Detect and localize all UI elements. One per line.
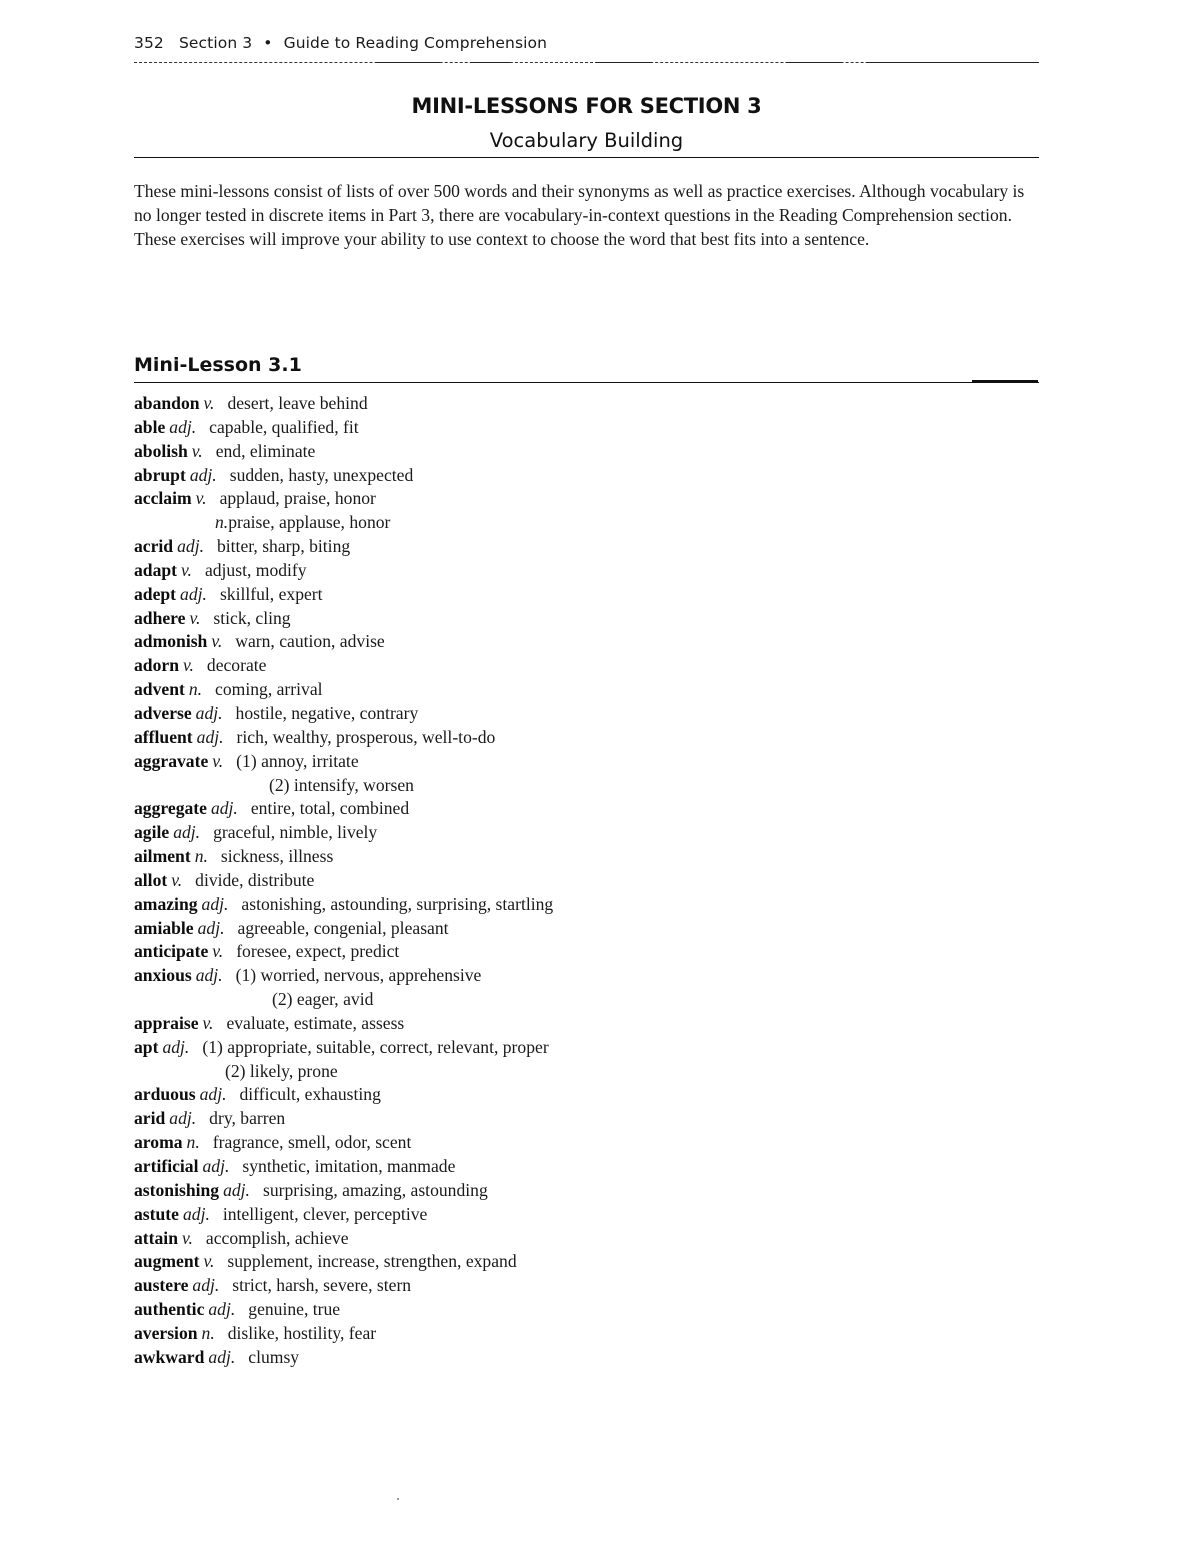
vocab-entry — [134, 797, 553, 821]
entry-word: attain — [134, 1227, 178, 1248]
entry-word: anxious — [134, 965, 192, 986]
entry-definition: divide, distribute — [195, 869, 315, 890]
vocab-entry — [134, 750, 553, 774]
entry-part-of-speech: adj. — [223, 1179, 250, 1200]
entry-definition: (1) annoy, irritate — [236, 750, 359, 771]
entry-part-of-speech: adj. — [177, 536, 204, 557]
entry-part-of-speech: n. — [215, 512, 229, 533]
entry-part-of-speech: v. — [202, 1012, 214, 1033]
entry-part-of-speech: adj. — [208, 1346, 236, 1367]
entry-word: agile — [134, 822, 170, 843]
entry-part-of-speech: adj. — [182, 1203, 210, 1224]
entry-part-of-speech: v. — [171, 869, 183, 890]
entry-part-of-speech: adj. — [162, 1036, 190, 1057]
vocab-entry — [134, 702, 553, 726]
vocab-entry — [134, 464, 553, 488]
entry-definition: dislike, hostility, fear — [227, 1322, 377, 1343]
entry-definition: supplement, increase, strengthen, expand — [227, 1251, 517, 1272]
entry-part-of-speech: adj. — [199, 1084, 227, 1105]
entry-part-of-speech: v. — [182, 655, 194, 676]
vocab-entry — [134, 559, 553, 583]
vocab-entry — [134, 1155, 553, 1179]
vocab-entry — [134, 1036, 553, 1060]
vocab-entry — [134, 416, 553, 440]
entry-definition: astonishing, astounding, surprising, startling — [241, 893, 554, 914]
entry-word: adept — [134, 583, 177, 604]
entry-part-of-speech: v. — [189, 607, 201, 628]
vocab-entry — [134, 940, 553, 964]
vocab-entry — [134, 583, 553, 607]
entry-word: astute — [134, 1203, 179, 1224]
entry-definition: evaluate, estimate, assess — [226, 1012, 405, 1033]
entry-word: ailment — [134, 846, 191, 867]
entry-word: acclaim — [134, 488, 192, 509]
entry-word: adapt — [134, 559, 178, 580]
entry-definition: warn, caution, advise — [235, 631, 385, 652]
entry-definition: clumsy — [248, 1346, 300, 1367]
entry-definition: end, eliminate — [215, 440, 316, 461]
entry-part-of-speech: n. — [194, 846, 208, 867]
entry-part-of-speech: adj. — [169, 1108, 197, 1129]
guide-label: Guide to Reading Comprehension — [283, 34, 548, 52]
entry-part-of-speech: adj. — [180, 583, 207, 604]
entry-word: awkward — [134, 1346, 205, 1367]
page-speck — [397, 1498, 399, 1500]
entry-definition: applaud, praise, honor — [219, 488, 376, 509]
entry-definition: desert, leave behind — [227, 393, 368, 413]
entry-definition: skillful, expert — [219, 583, 323, 604]
vocab-entry — [134, 1179, 553, 1203]
vocabulary-list — [134, 392, 553, 1370]
header-rule-segment — [470, 62, 510, 63]
entry-part-of-speech: v. — [203, 1251, 215, 1272]
entry-definition: (2) eager, avid — [272, 989, 374, 1010]
entry-definition: sudden, hasty, unexpected — [229, 464, 414, 485]
vocab-entry — [134, 440, 553, 464]
entry-word: aroma — [134, 1132, 183, 1153]
entry-part-of-speech: v. — [211, 631, 223, 652]
entry-definition: entire, total, combined — [250, 798, 410, 819]
entry-part-of-speech: n. — [188, 679, 203, 700]
entry-definition: decorate — [206, 655, 267, 676]
vocab-entry — [134, 511, 553, 535]
vocab-entry — [134, 988, 553, 1012]
entry-word: authentic — [134, 1299, 205, 1320]
entry-word: augment — [134, 1251, 200, 1272]
entry-word: adhere — [134, 607, 186, 628]
vocab-entry — [134, 630, 553, 654]
vocab-entry — [134, 1274, 553, 1298]
entry-word: allot — [134, 869, 168, 890]
entry-word: adorn — [134, 655, 179, 676]
entry-definition: stick, cling — [213, 607, 291, 628]
entry-part-of-speech: v. — [181, 1227, 193, 1248]
vocab-entry — [134, 1227, 553, 1251]
vocab-entry — [134, 392, 553, 416]
entry-word: aggravate — [134, 750, 209, 771]
title-rule — [134, 157, 1039, 158]
entry-word: abrupt — [134, 464, 186, 485]
entry-word: aversion — [134, 1322, 198, 1343]
entry-definition: genuine, true — [248, 1299, 341, 1320]
entry-part-of-speech: v. — [195, 488, 207, 509]
header-rule-segment — [866, 62, 1038, 63]
page-number: 352 — [134, 34, 164, 52]
entry-word: aggregate — [134, 798, 207, 819]
vocab-entry — [134, 487, 553, 511]
vocab-entry — [134, 964, 553, 988]
entry-word: abandon — [134, 393, 200, 413]
lesson-rule — [134, 382, 1039, 383]
entry-definition: graceful, nimble, lively — [213, 822, 378, 843]
vocab-entry — [134, 1060, 553, 1084]
entry-word: abolish — [134, 440, 188, 461]
vocab-entry — [134, 917, 553, 941]
page-title: MINI-LESSONS FOR SECTION 3 — [411, 94, 762, 118]
vocab-entry — [134, 1083, 553, 1107]
entry-word: admonish — [134, 631, 208, 652]
entry-part-of-speech: v. — [191, 440, 203, 461]
entry-part-of-speech: adj. — [189, 464, 217, 485]
vocab-entry — [134, 607, 553, 631]
entry-word: artificial — [134, 1156, 199, 1176]
entry-definition: bitter, sharp, biting — [216, 536, 351, 557]
entry-part-of-speech: adj. — [173, 822, 201, 843]
entry-part-of-speech: adj. — [201, 893, 229, 914]
entry-word: advent — [134, 679, 185, 700]
vocab-entry — [134, 1298, 553, 1322]
vocab-entry — [134, 821, 553, 845]
vocab-entry — [134, 1012, 553, 1036]
section-label: Section 3 — [178, 34, 253, 52]
vocab-entry — [134, 774, 553, 798]
entry-part-of-speech: adj. — [208, 1299, 236, 1320]
bullet-separator: • — [263, 34, 273, 52]
vocab-entry — [134, 869, 553, 893]
entry-word: acrid — [134, 536, 174, 557]
entry-definition: (2) intensify, worsen — [269, 774, 414, 795]
vocab-entry — [134, 678, 553, 702]
entry-word: anticipate — [134, 941, 209, 962]
vocab-entry — [134, 535, 553, 559]
vocab-entry — [134, 1322, 553, 1346]
vocab-entry — [134, 893, 553, 917]
vocab-entry — [134, 654, 553, 678]
entry-definition: coming, arrival — [215, 679, 323, 700]
entry-word: amiable — [134, 917, 194, 938]
entry-definition: sickness, illness — [220, 846, 334, 867]
entry-definition: rich, wealthy, prosperous, well-to-do — [236, 726, 496, 747]
entry-part-of-speech: adj. — [192, 1275, 220, 1296]
entry-part-of-speech: adj. — [196, 726, 224, 747]
entry-word: arid — [134, 1108, 166, 1129]
entry-definition: dry, barren — [209, 1108, 286, 1129]
vocab-entry — [134, 726, 553, 750]
entry-definition: accomplish, achieve — [205, 1227, 349, 1248]
vocab-entry — [134, 1250, 553, 1274]
vocab-entry — [134, 1131, 553, 1155]
entry-part-of-speech: n. — [201, 1322, 215, 1343]
entry-definition: (1) appropriate, suitable, correct, relevant, proper — [202, 1036, 549, 1057]
entry-part-of-speech: v. — [181, 559, 192, 580]
page-subtitle: Vocabulary Building — [489, 129, 684, 152]
entry-part-of-speech: n. — [186, 1132, 200, 1153]
lesson-rule-accent — [972, 380, 1038, 382]
intro-paragraph — [134, 179, 1044, 252]
entry-word: adverse — [134, 702, 192, 723]
entry-word: astonishing — [134, 1179, 220, 1200]
entry-part-of-speech: v. — [203, 393, 215, 413]
entry-definition: adjust, modify — [204, 559, 307, 580]
entry-part-of-speech: adj. — [195, 702, 223, 723]
entry-definition: difficult, exhausting — [239, 1084, 381, 1105]
entry-definition: strict, harsh, severe, stern — [232, 1275, 412, 1296]
vocab-entry — [134, 1107, 553, 1131]
entry-definition: hostile, negative, contrary — [235, 702, 419, 723]
lesson-heading: Mini-Lesson 3.1 — [134, 354, 302, 376]
entry-word: arduous — [134, 1084, 196, 1105]
entry-definition: fragrance, smell, odor, scent — [212, 1132, 412, 1153]
entry-part-of-speech: adj. — [197, 917, 225, 938]
entry-word: able — [134, 416, 166, 437]
entry-definition: (2) likely, prone — [225, 1060, 338, 1081]
entry-part-of-speech: v. — [212, 750, 224, 771]
intro-text: These mini-lessons consist of lists of over 500 words and their synonyms as well as practice exercises. Although vocabulary is no longer tested in discrete items in Part 3, there are vocabulary-in-context questions in the Reading Comprehension section. These exercises will improve your ability to use context to choose the word that best fits into a sentence. — [134, 181, 1025, 250]
entry-definition: surprising, amazing, astounding — [262, 1179, 488, 1200]
entry-definition: synthetic, imitation, manmade — [242, 1156, 456, 1176]
entry-part-of-speech: adj. — [195, 965, 223, 986]
entry-word: apt — [134, 1036, 159, 1057]
header-rule-segment — [376, 62, 440, 63]
entry-definition: capable, qualified, fit — [209, 416, 359, 437]
entry-definition: foresee, expect, predict — [236, 941, 400, 962]
entry-definition: agreeable, congenial, pleasant — [237, 917, 449, 938]
vocab-entry — [134, 1346, 553, 1370]
entry-part-of-speech: adj. — [210, 798, 238, 819]
entry-part-of-speech: adj. — [202, 1156, 230, 1176]
header-rule-segment — [786, 62, 842, 63]
header-rule-segment — [596, 62, 652, 63]
vocab-entry — [134, 845, 553, 869]
entry-part-of-speech: adj. — [169, 416, 197, 437]
entry-definition: praise, applause, honor — [228, 512, 391, 533]
entry-word: appraise — [134, 1012, 199, 1033]
entry-definition: intelligent, clever, perceptive — [222, 1203, 428, 1224]
entry-word: affluent — [134, 726, 193, 747]
vocab-entry — [134, 1203, 553, 1227]
entry-word: austere — [134, 1275, 189, 1296]
running-head — [134, 34, 547, 52]
entry-part-of-speech: v. — [212, 941, 224, 962]
entry-definition: (1) worried, nervous, apprehensive — [235, 965, 482, 986]
entry-word: amazing — [134, 893, 198, 914]
